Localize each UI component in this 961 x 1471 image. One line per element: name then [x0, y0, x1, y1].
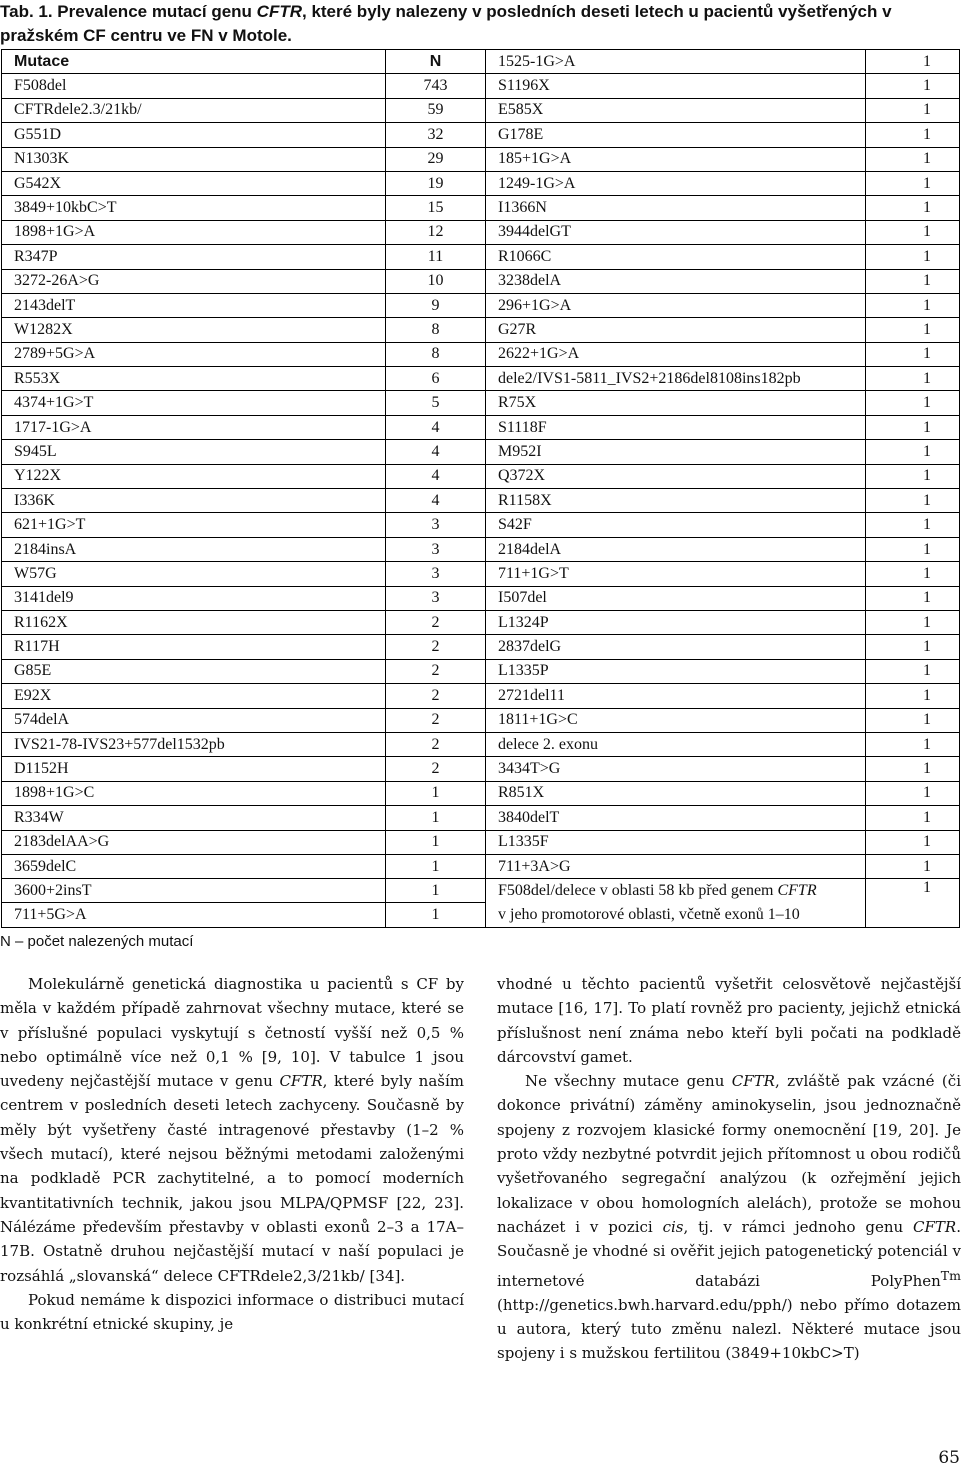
table-header-row [2, 50, 960, 74]
mutation-name: W57G [2, 562, 386, 586]
mutation-count: 1 [866, 342, 960, 366]
table-row [2, 489, 960, 513]
mutation-count: 1 [866, 196, 960, 220]
mutation-name: 1717-1G>A [2, 415, 386, 439]
paragraph: vhodné u těchto pacientů vyšetřit celosvětově nejčastější mutace [16, 17]. To platí rovněž pro pacienty, jejichž etnická příslušnost není známa nebo kteří byli počati na podkladě dárcovství gamet. [497, 975, 961, 1066]
mutation-name: R347P [2, 245, 386, 269]
body-column-right [497, 972, 961, 1366]
mutation-count: 59 [386, 98, 486, 122]
table-row [2, 781, 960, 805]
table-cell [386, 879, 486, 928]
mutation-name: I1366N [486, 196, 866, 220]
mutation-name: 4374+1G>T [2, 391, 386, 415]
long-mutation-gene: CFTR [777, 882, 817, 900]
mutation-count: 5 [386, 391, 486, 415]
mutation-name: 185+1G>A [486, 147, 866, 171]
mutation-count: 2 [386, 610, 486, 634]
mutation-name: Y122X [2, 464, 386, 488]
page-number: 65 [938, 1448, 960, 1468]
table-row [2, 757, 960, 781]
mutation-count: 2 [386, 659, 486, 683]
table-row [2, 123, 960, 147]
mutation-count: 1 [866, 464, 960, 488]
long-mutation-line2: v jeho promotorové oblasti, včetně exonů 1–10 [498, 906, 800, 924]
table-row [2, 586, 960, 610]
mutation-name: S945L [2, 440, 386, 464]
mutation-name: 3840delT [486, 806, 866, 830]
mutation-name: Q372X [486, 464, 866, 488]
mutation-count: 1 [866, 830, 960, 854]
mutation-name: R1066C [486, 245, 866, 269]
mutation-count: 1 [431, 906, 440, 924]
mutation-name: R1158X [486, 489, 866, 513]
mutation-name: R75X [486, 391, 866, 415]
table-row [2, 391, 960, 415]
mutation-name: 3434T>G [486, 757, 866, 781]
mutation-count: 1 [866, 659, 960, 683]
table-row [2, 806, 960, 830]
table-row [2, 171, 960, 195]
mutation-name: 1898+1G>C [2, 781, 386, 805]
mutation-name: F508del [2, 74, 386, 98]
mutation-count: 1 [386, 781, 486, 805]
mutation-name: 296+1G>A [486, 293, 866, 317]
mutation-name: delece 2. exonu [486, 732, 866, 756]
table-row [2, 147, 960, 171]
mutation-name: 3659delC [2, 854, 386, 878]
mutation-count: 1 [866, 781, 960, 805]
table-cell [2, 879, 386, 928]
mutation-count: 1 [866, 147, 960, 171]
mutation-count: 1 [866, 220, 960, 244]
mutation-count: 1 [866, 854, 960, 878]
mutation-count: 1 [866, 635, 960, 659]
mutation-count: 4 [386, 440, 486, 464]
mutation-name: 2622+1G>A [486, 342, 866, 366]
mutation-count: 4 [386, 489, 486, 513]
mutation-name: 621+1G>T [2, 513, 386, 537]
mutation-count: 1 [386, 806, 486, 830]
mutation-count: 2 [386, 684, 486, 708]
mutation-name: G178E [486, 123, 866, 147]
mutation-name: G27R [486, 318, 866, 342]
mutation-count: 1 [866, 171, 960, 195]
mutation-name: N1303K [2, 147, 386, 171]
mutation-name: M952I [486, 440, 866, 464]
table-row [2, 220, 960, 244]
table-cell: 1525-1G>A [486, 50, 866, 74]
header-mutation: Mutace [2, 50, 386, 74]
mutation-count: 1 [866, 757, 960, 781]
mutation-count: 1 [866, 562, 960, 586]
mutation-count: 2 [386, 708, 486, 732]
mutation-count: 15 [386, 196, 486, 220]
mutation-name: 3141del9 [2, 586, 386, 610]
table-row [2, 659, 960, 683]
caption-lead: Tab. 1. Prevalence mutací genu [0, 2, 257, 21]
mutation-count: 1 [866, 367, 960, 391]
mutation-name: 3600+2insT [2, 879, 385, 903]
mutation-count: 1 [866, 318, 960, 342]
mutation-table [1, 49, 960, 928]
table-caption [0, 0, 960, 48]
body-column-left [0, 972, 464, 1336]
table-row [2, 635, 960, 659]
mutation-count: 1 [386, 879, 485, 903]
mutation-count: 1 [866, 269, 960, 293]
mutation-name: 2184insA [2, 537, 386, 561]
caption-rest: , které byly nalezeny v posledních deseti letech u pacientů vyšetřených v pražském CF centru ve FN v Motole. [0, 2, 892, 45]
mutation-name: 711+1G>T [486, 562, 866, 586]
caption-gene: CFTR [256, 2, 302, 21]
mutation-count: 4 [386, 464, 486, 488]
mutation-name: 3272-26A>G [2, 269, 386, 293]
table-cell [486, 879, 866, 928]
mutation-count: 8 [386, 342, 486, 366]
table-cell: 1 [866, 879, 960, 928]
table-row [2, 537, 960, 561]
mutation-name: 2143delT [2, 293, 386, 317]
mutation-count: 1 [866, 732, 960, 756]
table-row [2, 708, 960, 732]
mutation-count: 32 [386, 123, 486, 147]
table-row [2, 74, 960, 98]
mutation-name: R1162X [2, 610, 386, 634]
table-row [2, 562, 960, 586]
table-row [2, 342, 960, 366]
mutation-name: S1118F [486, 415, 866, 439]
table-row [2, 245, 960, 269]
mutation-name: E92X [2, 684, 386, 708]
long-mutation-line1: F508del/delece v oblasti 58 kb před genem [498, 882, 778, 900]
mutation-name: 2789+5G>A [2, 342, 386, 366]
mutation-count: 1 [866, 684, 960, 708]
mutation-name: 2837delG [486, 635, 866, 659]
mutation-count: 1 [866, 123, 960, 147]
mutation-name: 2183delAA>G [2, 830, 386, 854]
table-row [2, 732, 960, 756]
table-row [2, 440, 960, 464]
mutation-name: R851X [486, 781, 866, 805]
mutation-name: 1811+1G>C [486, 708, 866, 732]
mutation-count: 1 [866, 74, 960, 98]
header-count: N [386, 50, 486, 74]
mutation-count: 1 [386, 854, 486, 878]
mutation-name: I507del [486, 586, 866, 610]
table-row [2, 415, 960, 439]
table-row [2, 513, 960, 537]
table-cell: 1 [866, 50, 960, 74]
table-row [2, 684, 960, 708]
mutation-count: 2 [386, 757, 486, 781]
table-row [2, 269, 960, 293]
mutation-count: 1 [866, 245, 960, 269]
mutation-count: 11 [386, 245, 486, 269]
mutation-count: 3 [386, 586, 486, 610]
mutation-count: 12 [386, 220, 486, 244]
paragraph: Ne všechny mutace genu CFTR, zvláště pak vzácné (či dokonce privátní) záměny aminokyselin, jsou jednoznačně spojeny z rozvojem klasické formy onemocnění [19, 20]. Je proto vždy nezbytné potvrdit jejich přítomnost u obou rodičů vyšetřovaného segregační analýzou (k ozřejmění jejich lokalizace v obou homologních alelách), protože se mohou nacházet i v pozici cis, tj. v rámci jednoho genu CFTR. Současně je vhodné si ověřit jejich patogenetický potenciál v internetové databázi PolyPhen$^{Tm}$ (http://genetics.bwh.harvard.edu/pph/) nebo přímo dotazem u autora, který tuto změnu nalezl. Některé mutace jsou spojeny i s mužskou fertilitou (3849+10kbC>T) [497, 1072, 961, 1363]
table-row [2, 293, 960, 317]
mutation-name: E585X [486, 98, 866, 122]
mutation-name: S1196X [486, 74, 866, 98]
mutation-name: L1335P [486, 659, 866, 683]
mutation-name: D1152H [2, 757, 386, 781]
mutation-count: 1 [866, 391, 960, 415]
mutation-count: 3 [386, 537, 486, 561]
mutation-name: G85E [2, 659, 386, 683]
mutation-count: 1 [866, 586, 960, 610]
mutation-count: 29 [386, 147, 486, 171]
mutation-count: 743 [386, 74, 486, 98]
mutation-count: 1 [866, 440, 960, 464]
table-row [2, 196, 960, 220]
table-row [2, 98, 960, 122]
mutation-name: R117H [2, 635, 386, 659]
mutation-name: W1282X [2, 318, 386, 342]
mutation-name: 3849+10kbC>T [2, 196, 386, 220]
mutation-name: dele2/IVS1-5811_IVS2+2186del8108ins182pb [486, 367, 866, 391]
mutation-count: 4 [386, 415, 486, 439]
mutation-count: 1 [866, 513, 960, 537]
table-body [2, 74, 960, 879]
mutation-count: 1 [866, 98, 960, 122]
mutation-name: 1249-1G>A [486, 171, 866, 195]
mutation-count: 3 [386, 562, 486, 586]
table-row [2, 318, 960, 342]
mutation-count: 1 [866, 806, 960, 830]
paragraph: Molekulárně genetická diagnostika u pacientů s CF by měla v každém případě zahrnovat všechny mutace, které se v příslušné populaci vyskytují s četností vyšší než 0,5 % nebo optimálně více než 0,1 % [9, 10]. V tabulce 1 jsou uvedeny nejčastější mutace v genu CFTR, které byly naším centrem v posledních deseti letech zachyceny. Současně by měly být vyšetřeny časté intragenové přestavby (1–2 % všech mutací), které nejsou běžnými metodami založenými na podkladě PCR zachytitelné, a to pomocí moderních kvantitativních technik, jakou jsou MLPA/QPMSF [22, 23]. Nálézáme především přestavby v oblasti exonů 2–3 a 17A–17B. Ostatně druhou nejčastější mutací v naší populaci je rozsáhlá „slovanská“ delece CFTRdele2,3/21kb/ [34]. [0, 975, 464, 1285]
mutation-count: 1 [866, 489, 960, 513]
mutation-name: IVS21-78-IVS23+577del1532pb [2, 732, 386, 756]
mutation-name: 711+3A>G [486, 854, 866, 878]
mutation-name: G551D [2, 123, 386, 147]
mutation-count: 2 [386, 732, 486, 756]
table-row [2, 830, 960, 854]
mutation-name: R334W [2, 806, 386, 830]
mutation-count: 1 [866, 708, 960, 732]
mutation-name: 3944delGT [486, 220, 866, 244]
table-row [2, 610, 960, 634]
mutation-name: G542X [2, 171, 386, 195]
mutation-name: 2721del11 [486, 684, 866, 708]
paragraph: Pokud nemáme k dispozici informace o distribuci mutací u konkrétní etnické skupiny, je [0, 1290, 464, 1334]
mutation-name: 1898+1G>A [2, 220, 386, 244]
mutation-count: 2 [386, 635, 486, 659]
mutation-name: R553X [2, 367, 386, 391]
mutation-count: 3 [386, 513, 486, 537]
mutation-count: 6 [386, 367, 486, 391]
mutation-count: 1 [866, 293, 960, 317]
mutation-name: 711+5G>A [14, 906, 87, 924]
mutation-count: 1 [386, 830, 486, 854]
mutation-name: L1324P [486, 610, 866, 634]
mutation-name: CFTRdele2.3/21kb/ [2, 98, 386, 122]
table-row [2, 367, 960, 391]
mutation-count: 8 [386, 318, 486, 342]
table-row [2, 879, 960, 928]
mutation-name: L1335F [486, 830, 866, 854]
table-row [2, 464, 960, 488]
mutation-name: 574delA [2, 708, 386, 732]
table-row [2, 854, 960, 878]
mutation-count: 1 [866, 610, 960, 634]
mutation-count: 1 [866, 537, 960, 561]
mutation-count: 19 [386, 171, 486, 195]
mutation-count: 10 [386, 269, 486, 293]
mutation-name: 2184delA [486, 537, 866, 561]
mutation-name: I336K [2, 489, 386, 513]
table-footnote: N – počet nalezených mutací [0, 933, 194, 950]
mutation-count: 9 [386, 293, 486, 317]
mutation-name: 3238delA [486, 269, 866, 293]
mutation-count: 1 [866, 415, 960, 439]
mutation-name: S42F [486, 513, 866, 537]
